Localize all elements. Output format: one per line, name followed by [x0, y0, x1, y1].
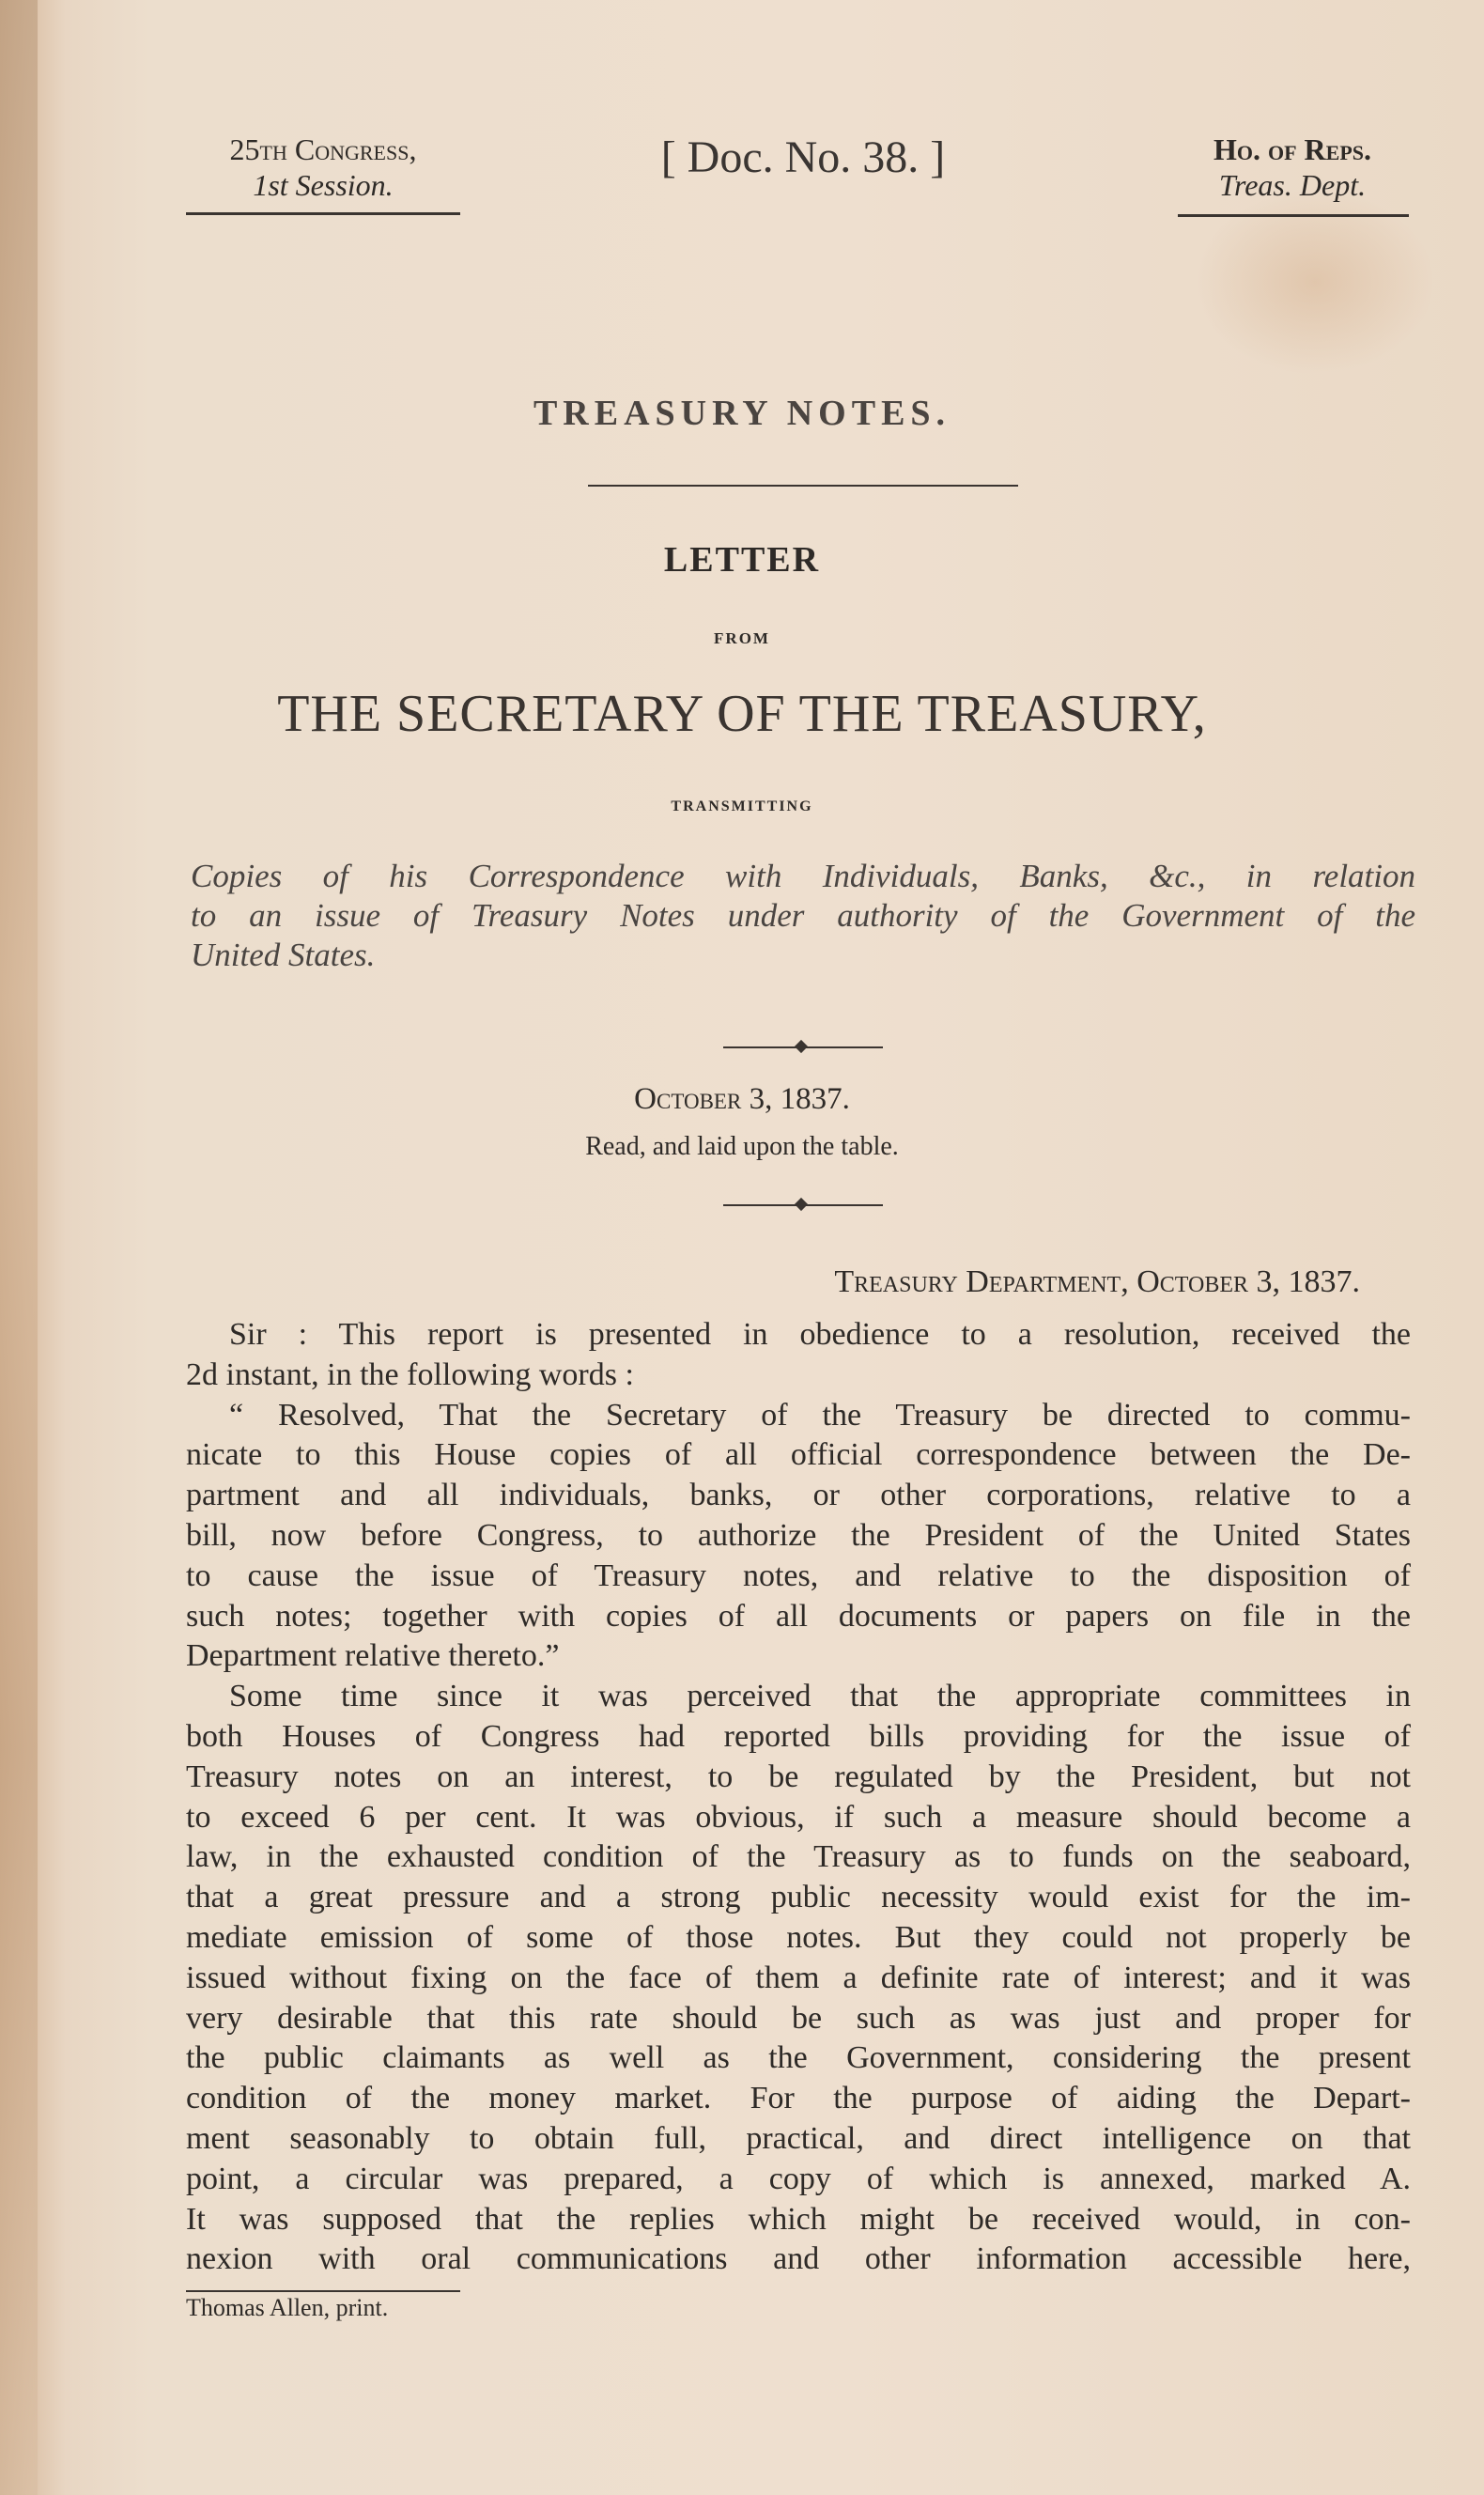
- from-label: FROM: [714, 629, 770, 647]
- body-line: nicate to this House copies of all official correspondence between the De-: [186, 1437, 1411, 1473]
- body-line: 2d instant, in the following words :: [186, 1356, 634, 1392]
- letter-body: [186, 1315, 1411, 2280]
- header-left-rule: [186, 212, 460, 215]
- house-label: Ho. of Reps.: [1213, 132, 1371, 166]
- description-line: Copies of his Correspondence with Individuals, Banks, &c., in relation: [191, 858, 1415, 894]
- description-line: to an issue of Treasury Notes under authority of the Government of the: [191, 897, 1415, 934]
- header-right-rule: [1178, 214, 1409, 217]
- description-line: United States.: [191, 937, 376, 973]
- document-subject: TREASURY NOTES.: [533, 394, 951, 433]
- letter-heading-dateline: Treasury Department, October 3, 1837.: [834, 1264, 1360, 1299]
- body-line: the public claimants as well as the Government, considering the present: [186, 2040, 1411, 2076]
- body-line: Sir : This report is presented in obedience to a resolution, received the: [229, 1317, 1411, 1352]
- letter-heading: LETTER: [663, 540, 821, 580]
- body-line: to cause the issue of Treasury notes, and relative to the disposition of: [186, 1557, 1411, 1593]
- body-line: law, in the exhausted condition of the Treasury as to funds on the seaboard,: [186, 1839, 1411, 1875]
- body-line: Department relative thereto.”: [186, 1638, 560, 1674]
- body-line: nexion with oral communications and other information accessible here,: [186, 2241, 1411, 2277]
- session-label: 1st Session.: [253, 168, 394, 202]
- body-line: It was supposed that the replies which might be received would, in con-: [186, 2201, 1411, 2237]
- body-line: to exceed 6 per cent. It was obvious, if such a measure should become a: [186, 1799, 1411, 1835]
- body-line: mediate emission of some of those notes. But they could not properly be: [186, 1919, 1411, 1955]
- body-line: Some time since it was perceived that the appropriate committees in: [229, 1679, 1411, 1714]
- house-department-block: [1176, 132, 1409, 203]
- body-line: issued without fixing on the face of them a definite rate of interest; and it was: [186, 1960, 1411, 1995]
- footer-rule: [186, 2290, 460, 2292]
- ornament-divider: [723, 1204, 883, 1206]
- body-line: partment and all individuals, banks, or other corporations, relative to a: [186, 1478, 1411, 1513]
- body-line: “ Resolved, That the Secretary of the Treasury be directed to commu-: [229, 1397, 1411, 1433]
- body-line: Treasury notes on an interest, to be regulated by the President, but not: [186, 1759, 1411, 1794]
- worn-page-edge: [0, 0, 38, 2495]
- body-line: point, a circular was prepared, a copy of which is annexed, marked A.: [186, 2161, 1411, 2196]
- document-description: [191, 857, 1415, 975]
- document-number: [ Doc. No. 38. ]: [660, 132, 946, 182]
- ornament-divider: [723, 1046, 883, 1048]
- department-label: Treas. Dept.: [1218, 168, 1367, 202]
- body-line: ment seasonably to obtain full, practical, and direct intelligence on that: [186, 2120, 1411, 2156]
- congress-session-block: [186, 132, 460, 203]
- sender-title: THE SECRETARY OF THE TREASURY,: [277, 685, 1207, 743]
- printer-credit: Thomas Allen, print.: [186, 2294, 389, 2321]
- transmitting-label: TRANSMITTING: [671, 798, 813, 814]
- body-line: very desirable that this rate should be such as was just and proper for: [186, 2000, 1411, 2036]
- body-line: that a great pressure and a strong public necessity would exist for the im-: [186, 1880, 1411, 1915]
- body-line: both Houses of Congress had reported bills providing for the issue of: [186, 1718, 1411, 1754]
- title-rule: [588, 485, 1018, 487]
- action-line: Read, and laid upon the table.: [585, 1132, 899, 1161]
- body-line: bill, now before Congress, to authorize the President of the United States: [186, 1517, 1411, 1553]
- body-line: such notes; together with copies of all documents or papers on file in the: [186, 1598, 1411, 1634]
- congress-label: 25th Congress,: [229, 132, 417, 166]
- date-line: October 3, 1837.: [634, 1082, 850, 1116]
- body-line: condition of the money market. For the purpose of aiding the Depart-: [186, 2081, 1411, 2116]
